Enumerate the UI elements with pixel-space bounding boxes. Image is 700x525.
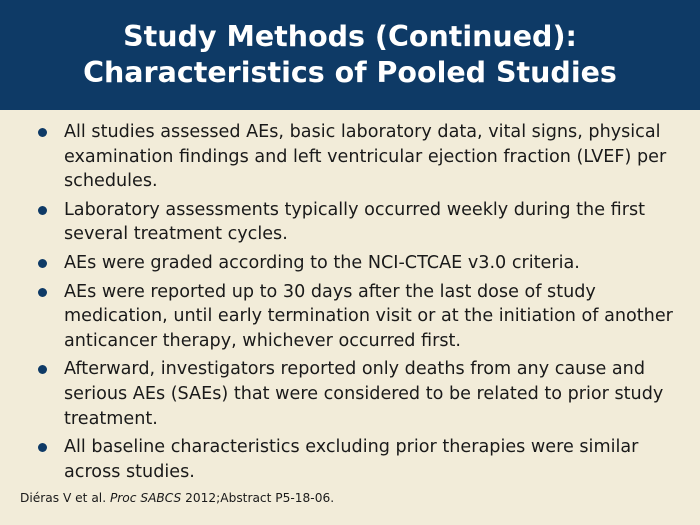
bullet-dot-icon (38, 443, 47, 452)
citation (20, 490, 334, 506)
bullet-dot-icon (38, 259, 47, 268)
bullet-item-5 (36, 357, 676, 431)
bullet-item-1 (36, 120, 676, 194)
slide-title-line-1: Study Methods (Continued): (123, 20, 577, 53)
bullet-dot-icon (38, 288, 47, 297)
bullet-text-5: Afterward, investigators reported only deaths from any cause and serious AEs (SAEs) that were considered to be related to prior study treatment. (64, 359, 664, 429)
title-banner (0, 0, 700, 110)
bullet-item-3 (36, 251, 676, 276)
bullet-dot-icon (38, 128, 47, 137)
bullet-text-2: Laboratory assessments typically occurred weekly during the first several treatment cycles. (64, 199, 646, 245)
slide-title-line-2: Characteristics of Pooled Studies (83, 56, 617, 89)
bullet-text-3: AEs were graded according to the NCI-CTCAE v3.0 criteria. (64, 252, 580, 273)
citation-details: 2012;Abstract P5-18-06. (181, 491, 335, 505)
bullet-list (36, 120, 676, 488)
bullet-dot-icon (38, 206, 47, 215)
bullet-text-1: All studies assessed AEs, basic laboratory data, vital signs, physical examination findings and left ventricular ejection fraction (LVEF) per schedules. (64, 122, 667, 192)
citation-journal: Proc SABCS (109, 491, 182, 505)
bullet-dot-icon (38, 365, 47, 374)
bullet-text-4: AEs were reported up to 30 days after the last dose of study medication, until early termination visit or at the initiation of another anticancer therapy, whichever occurred first. (64, 281, 673, 351)
bullet-item-6 (36, 435, 676, 484)
bullet-item-4 (36, 280, 676, 354)
bullet-text-6: All baseline characteristics excluding prior therapies were similar across studies. (64, 437, 639, 482)
citation-authors: Diéras V et al. (20, 491, 110, 505)
bullet-item-2 (36, 198, 676, 247)
